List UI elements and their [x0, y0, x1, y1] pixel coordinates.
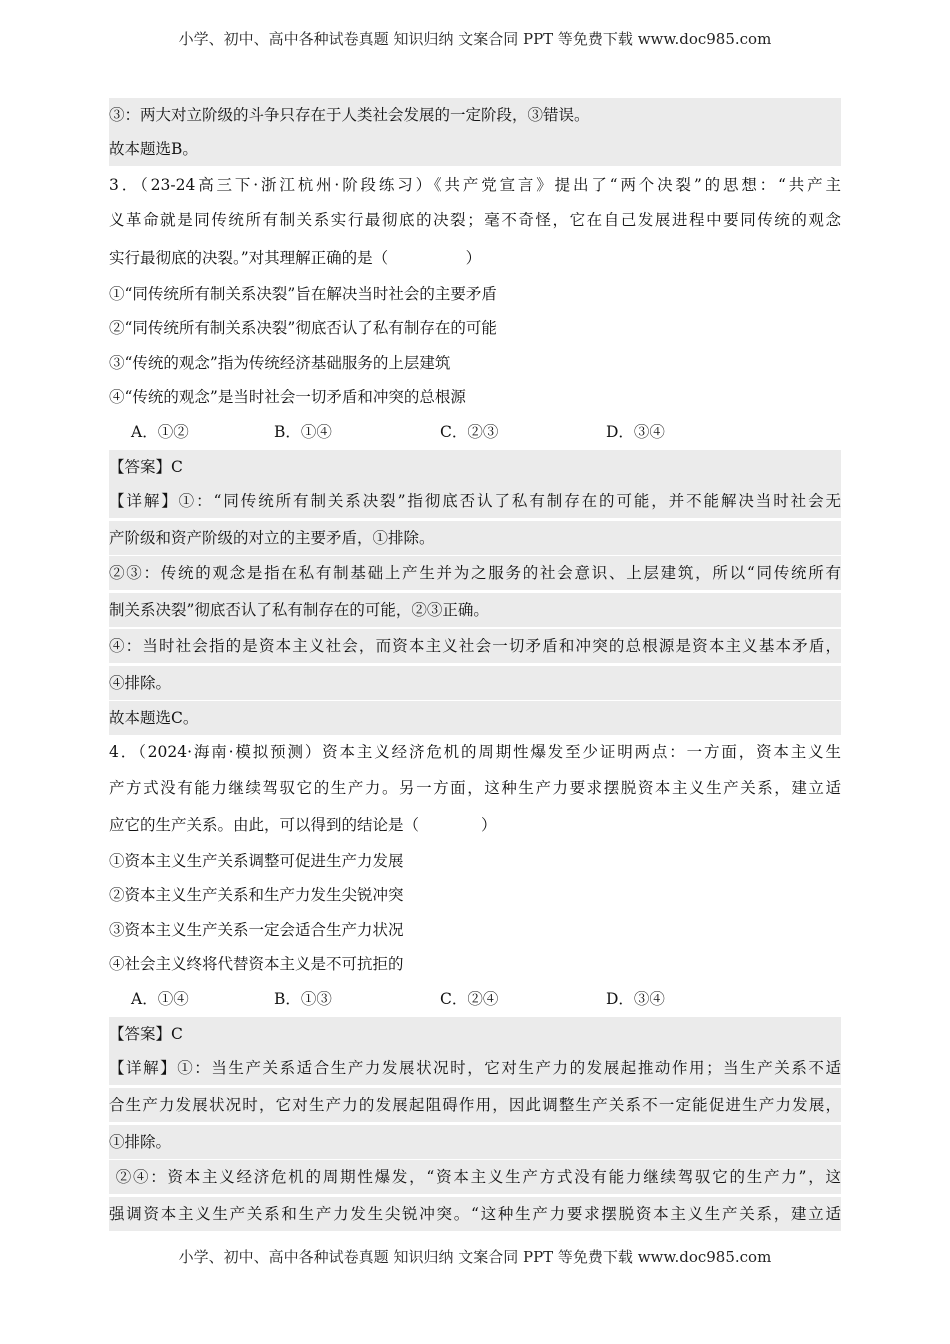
q3-answer: 【答案】C — [109, 450, 841, 484]
q3-stem-line: 义革命就是同传统所有制关系实行最彻底的决裂；毫不奇怪，它在自己发展进程中要同传统的观念 — [109, 211, 841, 229]
page-footer: 小学、初中、高中各种试卷真题 知识归纳 文案合同 PPT 等免费下载 www.doc985.com — [178, 1248, 772, 1266]
q3-option-c: C．②③ — [440, 423, 499, 441]
q4-stem-line: 产方式没有能力继续驾驭它的生产力。另一方面，这种生产力要求摆脱资本主义生产关系，建立适 — [109, 779, 841, 797]
q3-detail-line: 【详解】①：“同传统所有制关系决裂”指彻底否认了私有制存在的可能，并不能解决当时社会无 — [109, 484, 841, 518]
q3-statement-3: ③“传统的观念”指为传统经济基础服务的上层建筑 — [109, 354, 451, 372]
q4-option-a: A．①④ — [131, 990, 189, 1008]
q3-statement-4: ④“传统的观念”是当时社会一切矛盾和冲突的总根源 — [109, 388, 466, 406]
q4-answer: 【答案】C — [109, 1017, 841, 1051]
q4-statement-3: ③资本主义生产关系一定会适合生产力状况 — [109, 921, 404, 939]
q4-option-d: D．③④ — [606, 990, 665, 1008]
q4-option-b: B．①③ — [274, 990, 332, 1008]
q4-detail-line: 强调资本主义生产关系和生产力发生尖锐冲突。“这种生产力要求摆脱资本主义生产关系，建立适 — [109, 1197, 841, 1231]
q4-options-row — [109, 982, 841, 1016]
prev-explanation-line: ③：两大对立阶级的斗争只存在于人类社会发展的一定阶段，③错误。 — [109, 98, 841, 132]
q4-detail-line: ②④：资本主义经济危机的周期性爆发，“资本主义生产方式没有能力继续驾驭它的生产力”，这 — [109, 1160, 841, 1194]
q4-statement-2: ②资本主义生产关系和生产力发生尖锐冲突 — [109, 886, 404, 904]
q4-statement-1: ①资本主义生产关系调整可促进生产力发展 — [109, 852, 404, 870]
q3-stem-line: 3．（23-24高三下·浙江杭州·阶段练习）《共产党宣言》提出了“两个决裂”的思想：“共产主 — [109, 176, 841, 194]
q4-detail-line: 【详解】①：当生产关系适合生产力发展状况时，它对生产力的发展起推动作用；当生产关系不适 — [109, 1051, 841, 1085]
q3-statement-1: ①“同传统所有制关系决裂”旨在解决当时社会的主要矛盾 — [109, 285, 497, 303]
q4-stem-line: 4．（2024·海南·模拟预测）资本主义经济危机的周期性爆发至少证明两点：一方面，资本主义生 — [109, 743, 841, 761]
q3-conclusion: 故本题选C。 — [109, 701, 841, 735]
q3-option-a: A．①② — [131, 423, 189, 441]
q4-detail-line: 合生产力发展状况时，它对生产力的发展起阻碍作用，因此调整生产关系不一定能促进生产力发展， — [109, 1088, 841, 1122]
q3-stem-line: 实行最彻底的决裂。”对其理解正确的是（ ） — [109, 249, 482, 267]
q4-detail-line: ①排除。 — [109, 1125, 841, 1159]
q3-option-d: D．③④ — [606, 423, 665, 441]
page-header: 小学、初中、高中各种试卷真题 知识归纳 文案合同 PPT 等免费下载 www.doc985.com — [178, 30, 772, 48]
q3-statement-2: ②“同传统所有制关系决裂”彻底否认了私有制存在的可能 — [109, 319, 497, 337]
q3-detail-line: 制关系决裂”彻底否认了私有制存在的可能，②③正确。 — [109, 593, 841, 627]
prev-conclusion-line: 故本题选B。 — [109, 132, 841, 166]
q4-statement-4: ④社会主义终将代替资本主义是不可抗拒的 — [109, 955, 404, 973]
q3-detail-line: 产阶级和资产阶级的对立的主要矛盾，①排除。 — [109, 521, 841, 555]
q4-stem-line: 应它的生产关系。由此，可以得到的结论是（ ） — [109, 816, 497, 834]
q3-option-b: B．①④ — [274, 423, 332, 441]
q3-detail-line: ④：当时社会指的是资本主义社会，而资本主义社会一切矛盾和冲突的总根源是资本主义基本矛盾， — [109, 629, 841, 663]
q3-detail-line: ④排除。 — [109, 666, 841, 700]
q3-options-row — [109, 415, 841, 449]
q3-detail-line: ②③：传统的观念是指在私有制基础上产生并为之服务的社会意识、上层建筑，所以“同传统所有 — [109, 556, 841, 590]
q4-option-c: C．②④ — [440, 990, 499, 1008]
